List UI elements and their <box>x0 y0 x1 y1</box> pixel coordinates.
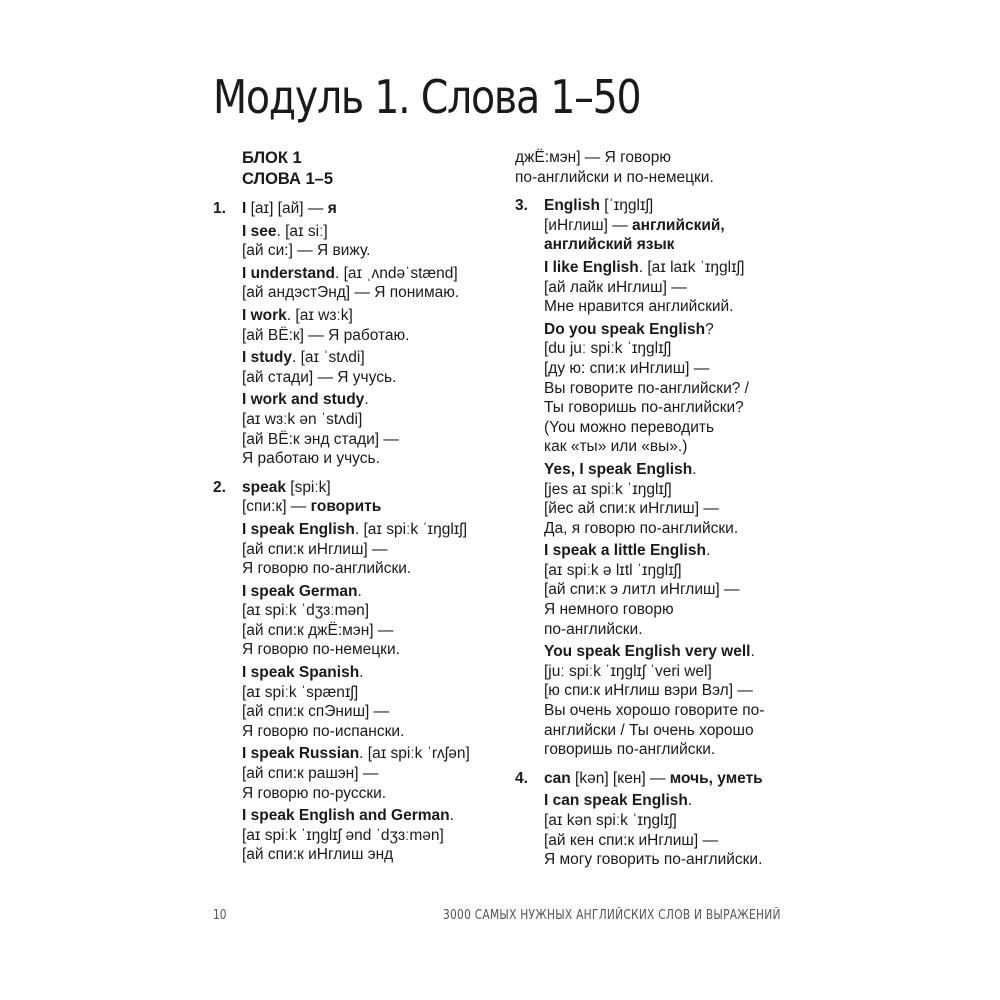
example <box>242 744 503 803</box>
example-line: [aɪ spiːk ə lɪtl ˈɪŋɡlɪʃ] <box>544 561 682 579</box>
example-line: [ай лайк иНглиш] — <box>544 278 687 296</box>
example-english: I can speak English <box>544 792 688 810</box>
example-line: [juː spiːk ˈɪŋɡlɪʃ ˈveri wel] <box>544 662 712 680</box>
example-line <box>242 744 503 764</box>
example-english: I speak a little English <box>544 542 706 560</box>
block-label: БЛОК 1 <box>242 149 302 167</box>
example-text: . <box>357 582 362 600</box>
head-line <box>242 497 503 517</box>
example-line <box>544 320 800 340</box>
block-heading <box>242 148 503 190</box>
example <box>242 390 503 468</box>
head-text: [aɪ] [ай] — <box>246 200 328 217</box>
word-entry <box>515 769 800 870</box>
example-line <box>544 258 800 278</box>
head-text: [spiːk] <box>285 478 331 496</box>
example-text: . <box>364 391 369 409</box>
head-text: [иНглиш] — <box>544 216 633 234</box>
headword: английский язык <box>544 236 675 254</box>
example-english: I work and study <box>242 391 365 409</box>
example-line: [aɪ spiːk ˈspænɪʃ] <box>242 683 359 701</box>
head-text: [спи:к] — <box>242 498 311 516</box>
example <box>544 258 800 317</box>
entry-number: 2. <box>213 478 226 496</box>
example-line: Я немного говорю <box>544 601 674 619</box>
example-english: You speak English very well <box>544 643 751 661</box>
entry-number: 1. <box>213 200 226 217</box>
example-text: . <box>687 792 693 810</box>
example-line: Я говорю по-испански. <box>242 722 405 740</box>
example-line: английски / Ты очень хорошо <box>544 721 754 739</box>
block-words-range: СЛОВА 1–5 <box>242 170 334 188</box>
head-line <box>242 478 503 498</box>
example-line: [aɪ spiːk ˈɪŋɡlɪʃ ənd ˈdʒɜːmən] <box>242 826 444 844</box>
example-english: I like English <box>544 258 639 276</box>
example-line: Да, я говорю по-английски. <box>544 519 739 537</box>
continuation-line: по-английски и по-немецки. <box>515 168 714 186</box>
example-line: [ай ВЁ:к] — Я работаю. <box>242 326 410 344</box>
example-line: [ай стади] — Я учусь. <box>242 368 397 386</box>
entry-number: 4. <box>515 769 528 787</box>
example-english: I see <box>242 222 277 240</box>
entry-head <box>544 769 800 789</box>
headword: говорить <box>310 498 382 516</box>
example-text: . [aɪ siː] <box>276 222 328 240</box>
example-line <box>544 642 800 662</box>
example-english: I speak English and German <box>242 807 450 825</box>
example-line <box>544 541 800 561</box>
headword: я <box>327 200 337 217</box>
example-line: [ду ю: спи:к иНглиш] — <box>544 359 710 377</box>
example-english: I speak German <box>242 582 358 600</box>
example-line: [aɪ spiːk ˈdʒɜːmən] <box>242 602 370 620</box>
example-text: . [aɪ ˈstʌdi] <box>291 349 365 367</box>
headword: мочь, уметь <box>669 769 763 787</box>
example-line: [ай спи:к иНглиш энд <box>242 846 394 864</box>
example-line: Я могу говорить по-английски. <box>544 851 763 869</box>
example-english: I speak English <box>242 520 355 538</box>
example-line: [йес ай спи:к иНглиш] — <box>544 500 719 518</box>
example <box>242 663 503 741</box>
example-line: Я говорю по-русски. <box>242 784 387 802</box>
example <box>544 460 800 538</box>
word-entry <box>213 199 503 469</box>
headword: I <box>242 200 247 217</box>
example-line: [ай спи:к рашэн] — <box>242 765 379 783</box>
example-line: [ай спи:к э литл иНглиш] — <box>544 581 740 599</box>
example-line: [ай спи:к спЭниш] — <box>242 703 390 721</box>
head-text: [kən] [кен] — <box>570 769 670 787</box>
example-line <box>544 791 800 811</box>
example-line: Я говорю по-английски. <box>242 560 412 578</box>
headword: English <box>544 197 600 215</box>
example-english: I speak Russian <box>242 745 360 763</box>
example <box>242 520 503 579</box>
word-entry <box>515 196 800 760</box>
head-line <box>544 769 800 789</box>
example-line <box>242 806 503 826</box>
module-title: Модуль 1. Слова 1–50 <box>213 70 641 124</box>
example-line <box>242 390 503 410</box>
example-line: [aɪ wɜːk ən ˈstʌdi] <box>242 410 363 428</box>
entry-head <box>544 196 800 255</box>
example-line: Вы очень хорошо говорите по- <box>544 702 765 720</box>
word-entry <box>213 478 503 865</box>
right-entries <box>515 196 800 870</box>
example-line: Мне нравится английский. <box>544 298 734 316</box>
example-line: [jes aɪ spiːk ˈɪŋɡlɪʃ] <box>544 480 672 498</box>
example-line: по-английски. <box>544 620 643 638</box>
example-line: говоришь по-английски. <box>544 741 716 759</box>
example <box>544 541 800 639</box>
left-column <box>213 148 503 868</box>
example <box>242 306 503 345</box>
example-line: [ай си:] — Я вижу. <box>242 242 371 260</box>
example-line <box>242 520 503 540</box>
page-number: 10 <box>213 908 227 923</box>
example-line: как «ты» или «вы».) <box>544 438 688 456</box>
example-line <box>544 460 800 480</box>
example-line: [ю спи:к иНглиш вэри Вэл] — <box>544 682 753 700</box>
example-english: I understand <box>242 264 336 282</box>
example-text: . [aɪ laɪk ˈɪŋɡlɪʃ] <box>638 258 745 276</box>
example <box>242 264 503 303</box>
example-english: I speak Spanish <box>242 664 360 682</box>
example-line: (You можно переводить <box>544 418 715 436</box>
headword: speak <box>242 478 286 496</box>
example-line <box>242 222 503 242</box>
example-line <box>242 348 503 368</box>
entry-head <box>242 478 503 517</box>
example-english: Yes, I speak English <box>544 460 693 478</box>
example-line <box>242 306 503 326</box>
example-text: ? <box>705 320 714 338</box>
head-line <box>544 216 800 236</box>
example-line <box>242 264 503 284</box>
head-line <box>544 196 800 216</box>
right-column <box>515 148 800 873</box>
example-line: Вы говорите по-английски? / <box>544 379 749 397</box>
example-english: I study <box>242 349 292 367</box>
example-line: [aɪ kən spiːk ˈɪŋɡlɪʃ] <box>544 812 677 829</box>
example <box>544 642 800 760</box>
example-line <box>242 663 503 683</box>
head-line <box>242 199 503 219</box>
example <box>544 791 800 869</box>
example <box>242 348 503 387</box>
example <box>544 320 800 457</box>
example-line: Я говорю по-немецки. <box>242 641 400 659</box>
example-text: . <box>750 643 755 661</box>
example-text: . <box>449 807 454 825</box>
example-text: . [aɪ ˌʌndəˈstænd] <box>335 264 458 282</box>
example-line <box>242 582 503 602</box>
example-line: [ай кен спи:к иНглиш] — <box>544 831 718 849</box>
example-text: . <box>359 664 364 682</box>
entry-head <box>242 199 503 219</box>
example-text: . [aɪ wɜːk] <box>286 306 353 324</box>
example-english: I work <box>242 306 287 324</box>
continuation-text <box>515 148 800 187</box>
example-text: . [aɪ spiːk ˈrʌʃən] <box>359 745 470 763</box>
example-line: Ты говоришь по-английски? <box>544 399 744 417</box>
headword: can <box>544 769 571 787</box>
example <box>242 582 503 660</box>
example-text: . <box>692 460 697 478</box>
head-line <box>544 235 800 255</box>
continuation-line: джЁ:мэн] — Я говорю <box>515 149 671 166</box>
book-title: 3000 САМЫХ НУЖНЫХ АНГЛИЙСКИХ СЛОВ И ВЫРАЖЕНИЙ <box>443 908 781 923</box>
head-text: [ˈɪŋɡlɪʃ] <box>599 197 654 215</box>
example-english: Do you speak English <box>544 320 706 338</box>
example-line: [ай ВЁ:к энд стади] — <box>242 430 399 448</box>
left-entries <box>213 199 503 865</box>
example <box>242 806 503 865</box>
example <box>242 222 503 261</box>
example-text: . [aɪ spiːk ˈɪŋɡlɪʃ] <box>354 520 468 538</box>
example-line: [ай андэстЭнд] — Я понимаю. <box>242 284 460 302</box>
example-line: [du juː spiːk ˈɪŋɡlɪʃ] <box>544 340 672 358</box>
example-text: . <box>705 542 711 560</box>
headword: английский, <box>632 216 725 234</box>
example-line: [ай спи:к джЁ:мэн] — <box>242 621 394 639</box>
example-line: Я работаю и учусь. <box>242 450 380 468</box>
entry-number: 3. <box>515 197 528 215</box>
example-line: [ай спи:к иНглиш] — <box>242 540 388 558</box>
